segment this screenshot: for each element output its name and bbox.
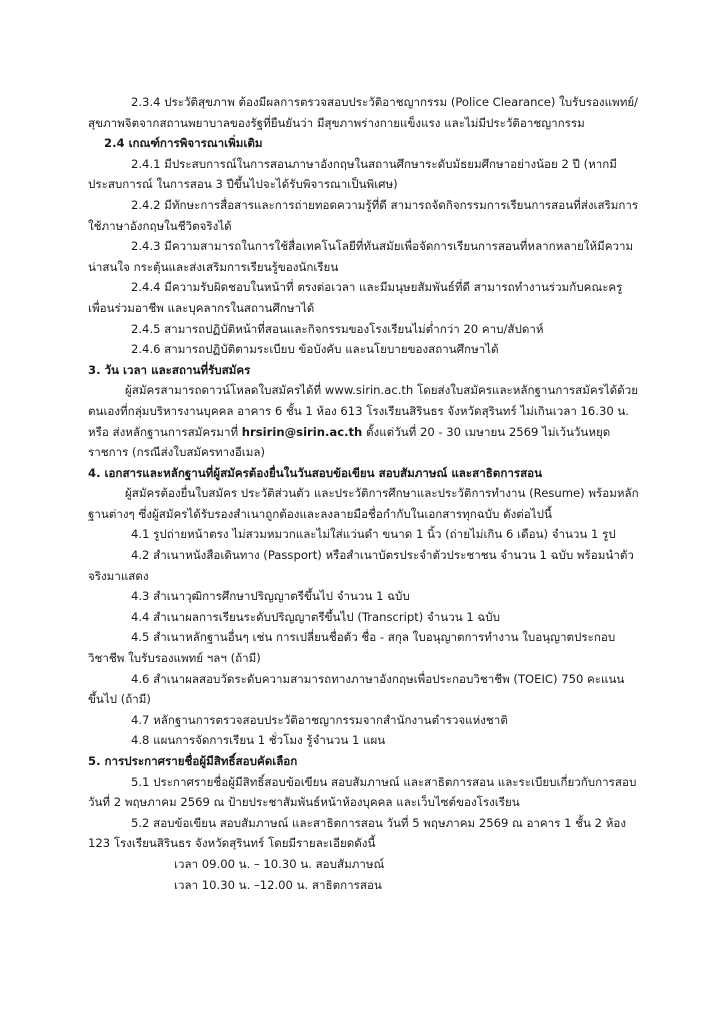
heading-2-4: 2.4 เกณฑ์การพิจารณาเพิ่มเติม	[104, 136, 263, 151]
para-4-2: 4.2 สำเนาหนังสือเดินทาง (Passport) หรือสำเนาบัตรประจำตัวประชาชน จำนวน 1 ฉบับ พร้อมนำตัวจริงมาแสดง	[88, 548, 634, 583]
para-4-8: 4.8 แผนการจัดการเรียน 1 ชั่วโมง รู้จำนวน 1 แผน	[131, 733, 386, 748]
para-3-text-a: ผู้สมัครสามารถดาวน์โหลดใบสมัครได้ที่ www.sirin.ac.th โดยส่งใบสมัครและหลักฐานการสมัครได้ด้วยตนเองที่กลุ่มบริหารงานบุคคล อาคาร 6 ชั้น 1 ห้อง 613 โรงเรียนสิรินธร จังหวัดสุรินทร์ ไม่เกินเวลา 16.30 น. หรือ ส่งหลักฐานการสมัครมาที่	[88, 383, 639, 439]
schedule-line-1: เวลา 09.00 น. – 10.30 น. สอบสัมภาษณ์	[174, 856, 385, 871]
schedule-line-2: เวลา 10.30 น. –12.00 น. สาธิตการสอน	[174, 877, 382, 892]
para-2-3-4: 2.3.4 ประวัติสุขภาพ ต้องมีผลการตรวจสอบประวัติอาชญากรรม (Police Clearance) ใบรับรองแพทย์/ สุขภาพจิตจากสถานพยาบาลของรัฐที่ยืนยันว่า มีสุขภาพร่างกายแข็งแรง และไม่มีประวัติอาชญากรรม	[88, 95, 639, 130]
para-4-5: 4.5 สำเนาหลักฐานอื่นๆ เช่น การเปลี่ยนชื่อตัว ชื่อ - สกุล ใบอนุญาตการทำงาน ใบอนุญาตประกอบวิชาชีพ ใบรับรองแพทย์ ฯลฯ (ถ้ามี)	[88, 630, 616, 666]
para-2-4-2: 2.4.2 มีทักษะการสื่อสารและการถ่ายทอดความรู้ที่ดี สามารถจัดกิจกรรมการเรียนการสอนที่ส่งเสริมการใช้ภาษาอังกฤษในชีวิตจริงได้	[88, 197, 639, 233]
email-address: hrsirin@sirin.ac.th	[241, 424, 363, 439]
heading-5: 5. การประกาศรายชื่อผู้มีสิทธิ์สอบคัดเลือก	[88, 754, 298, 768]
para-4-6: 4.6 สำเนาผลสอบวัดระดับความสามารถทางภาษาอังกฤษเพื่อประกอบวิชาชีพ (TOEIC) 750 คะแนน ขึ้นไป (ถ้ามี)	[88, 671, 625, 707]
para-3-text-b: ตั้งแต่วันที่ 20 - 30 เมษายน 2569 ไม่เว้นวันหยุดราชการ (กรณีส่งใบสมัครทางอีเมล)	[88, 424, 611, 460]
para-5-1: 5.1 ประกาศรายชื่อผู้มีสิทธิ์สอบข้อเขียน สอบสัมภาษณ์ และสาธิตการสอน และระเบียบเกี่ยวกับการสอบวันที่ 2 พฤษภาคม 2569 ณ ป้ายประชาสัมพันธ์หน้าห้องบุคคล และเว็บไซต์ของโรงเรียน	[88, 774, 637, 810]
para-4-4: 4.4 สำเนาผลการเรียนระดับปริญญาตรีขึ้นไป (Transcript) จำนวน 1 ฉบับ	[131, 609, 501, 624]
para-3	[88, 380, 640, 462]
para-5-2: 5.2 สอบข้อเขียน สอบสัมภาษณ์ และสาธิตการสอน วันที่ 5 พฤษภาคม 2569 ณ อาคาร 1 ชั้น 2 ห้อง 123 โรงเรียนสิรินธร จังหวัดสุรินทร์ โดยมีรายละเอียดดังนี้	[88, 815, 626, 851]
para-2-4-6: 2.4.6 สามารถปฏิบัติตามระเบียบ ข้อบังคับ และนโยบายของสถานศึกษาได้	[131, 342, 499, 357]
para-4: ผู้สมัครต้องยื่นใบสมัคร ประวัติส่วนตัว และประวัติการศึกษาและประวัติการทำงาน (Resume) พร้อมหลักฐานต่างๆ ซึ่งผู้สมัครได้รับรองสำเนาถูกต้องและลงลายมือชื่อกำกับในเอกสารทุกฉบับ ดังต่อไปนี้	[88, 486, 639, 521]
para-4-7: 4.7 หลักฐานการตรวจสอบประวัติอาชญากรรมจากสำนักงานตำรวจแห่งชาติ	[131, 712, 508, 727]
para-2-4-1: 2.4.1 มีประสบการณ์ในการสอนภาษาอังกฤษในสถานศึกษาระดับมัธยมศึกษาอย่างน้อย 2 ปี (หากมีประสบการณ์ ในการสอน 3 ปีขึ้นไปจะได้รับพิจารณาเป็นพิเศษ)	[88, 156, 617, 192]
para-2-4-5: 2.4.5 สามารถปฏิบัติหน้าที่สอนและกิจกรรมของโรงเรียนไม่ต่ำกว่า 20 คาบ/สัปดาห์	[131, 321, 544, 336]
para-4-1: 4.1 รูปถ่ายหน้าตรง ไม่สวมหมวกและไม่ใส่แว่นดำ ขนาด 1 นิ้ว (ถ่ายไม่เกิน 6 เดือน) จำนวน 1 รูป	[131, 527, 616, 542]
heading-3: 3. วัน เวลา และสถานที่รับสมัคร	[88, 362, 251, 377]
para-2-4-3: 2.4.3 มีความสามารถในการใช้สื่อเทคโนโลยีที่ทันสมัยเพื่อจัดการเรียนการสอนที่หลากหลายให้มีความน่าสนใจ กระตุ้นและส่งเสริมการเรียนรู้ของนักเรียน	[88, 239, 634, 274]
heading-4: 4. เอกสารและหลักฐานที่ผู้สมัครต้องยื่นในวันสอบข้อเขียน สอบสัมภาษณ์ และสาธิตการสอน	[88, 465, 543, 480]
para-2-4-4: 2.4.4 มีความรับผิดชอบในหน้าที่ ตรงต่อเวลา และมีมนุษยสัมพันธ์ที่ดี สามารถทำงานร่วมกับคณะครู เพื่อนร่วมอาชีพ และบุคลากรในสถานศึกษาได้	[88, 280, 623, 315]
para-4-3: 4.3 สำเนาวุฒิการศึกษาปริญญาตรีขึ้นไป จำนวน 1 ฉบับ	[131, 589, 410, 604]
